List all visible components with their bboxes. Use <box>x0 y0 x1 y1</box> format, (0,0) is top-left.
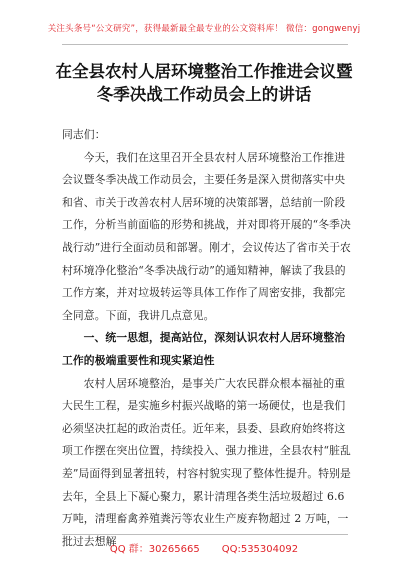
document-title <box>0 60 408 106</box>
section-heading-1: 一、统一思想，提高站位，深刻认识农村人居环境整治工作的极端重要性和现实紧迫性 <box>62 331 346 367</box>
footer <box>0 540 408 555</box>
footer-qq-group: QQ 群：30265665 <box>109 544 200 555</box>
document-body <box>62 124 354 553</box>
footer-qq-contact: QQ:535304092 <box>221 544 299 555</box>
title-line-1: 在全县农村人居环境整治工作推进会议暨 <box>55 62 353 81</box>
paragraph-intro: 今天，我们在这里召开全县农村人居环境整治工作推进会议暨冬季决战工作动员会，主要任务是深入贯彻落实中央和省、市关于改善农村人居环境的决策部署，总结前一阶段工作，分析当前面临的形势和挑战，并对即将开展的“冬季决战行动”进行全面动员和部署。刚才，会议传达了省市关于农村环境净化整治“冬季决战行动”的通知精神，解读了我县的工作方案，并对垃圾转运等具体工作作了周密安排，我都完全同意。下面，我讲几点意见。 <box>62 150 351 322</box>
title-line-2: 冬季决战工作动员会上的讲话 <box>96 85 312 104</box>
salutation: 同志们： <box>62 128 106 141</box>
promo-banner: 关注头条号“公文研究”，获得最新最全最专业的公文资料库！ 微信：gongwenyj <box>47 24 361 34</box>
header-divider <box>62 44 348 45</box>
footer-divider <box>62 534 348 535</box>
paragraph-section-1: 农村人居环境整治，是事关广大农民群众根本福祉的重大民生工程，是实施乡村振兴战略的第一场硬仗，也是我们必须坚决扛起的政治责任。近年来，县委、县政府始终将这项工作摆在突出位置，持续投入、强力推进，全县农村“脏乱差”局面得到显著扭转，村容村貌实现了整体性提升。特别是去年，全县上下凝心聚力，累计清理各类生活垃圾超过 6.6 万吨，清理畜禽养殖粪污等农业生产废弃物超过 2 万吨，一批过去想解 <box>62 376 351 548</box>
